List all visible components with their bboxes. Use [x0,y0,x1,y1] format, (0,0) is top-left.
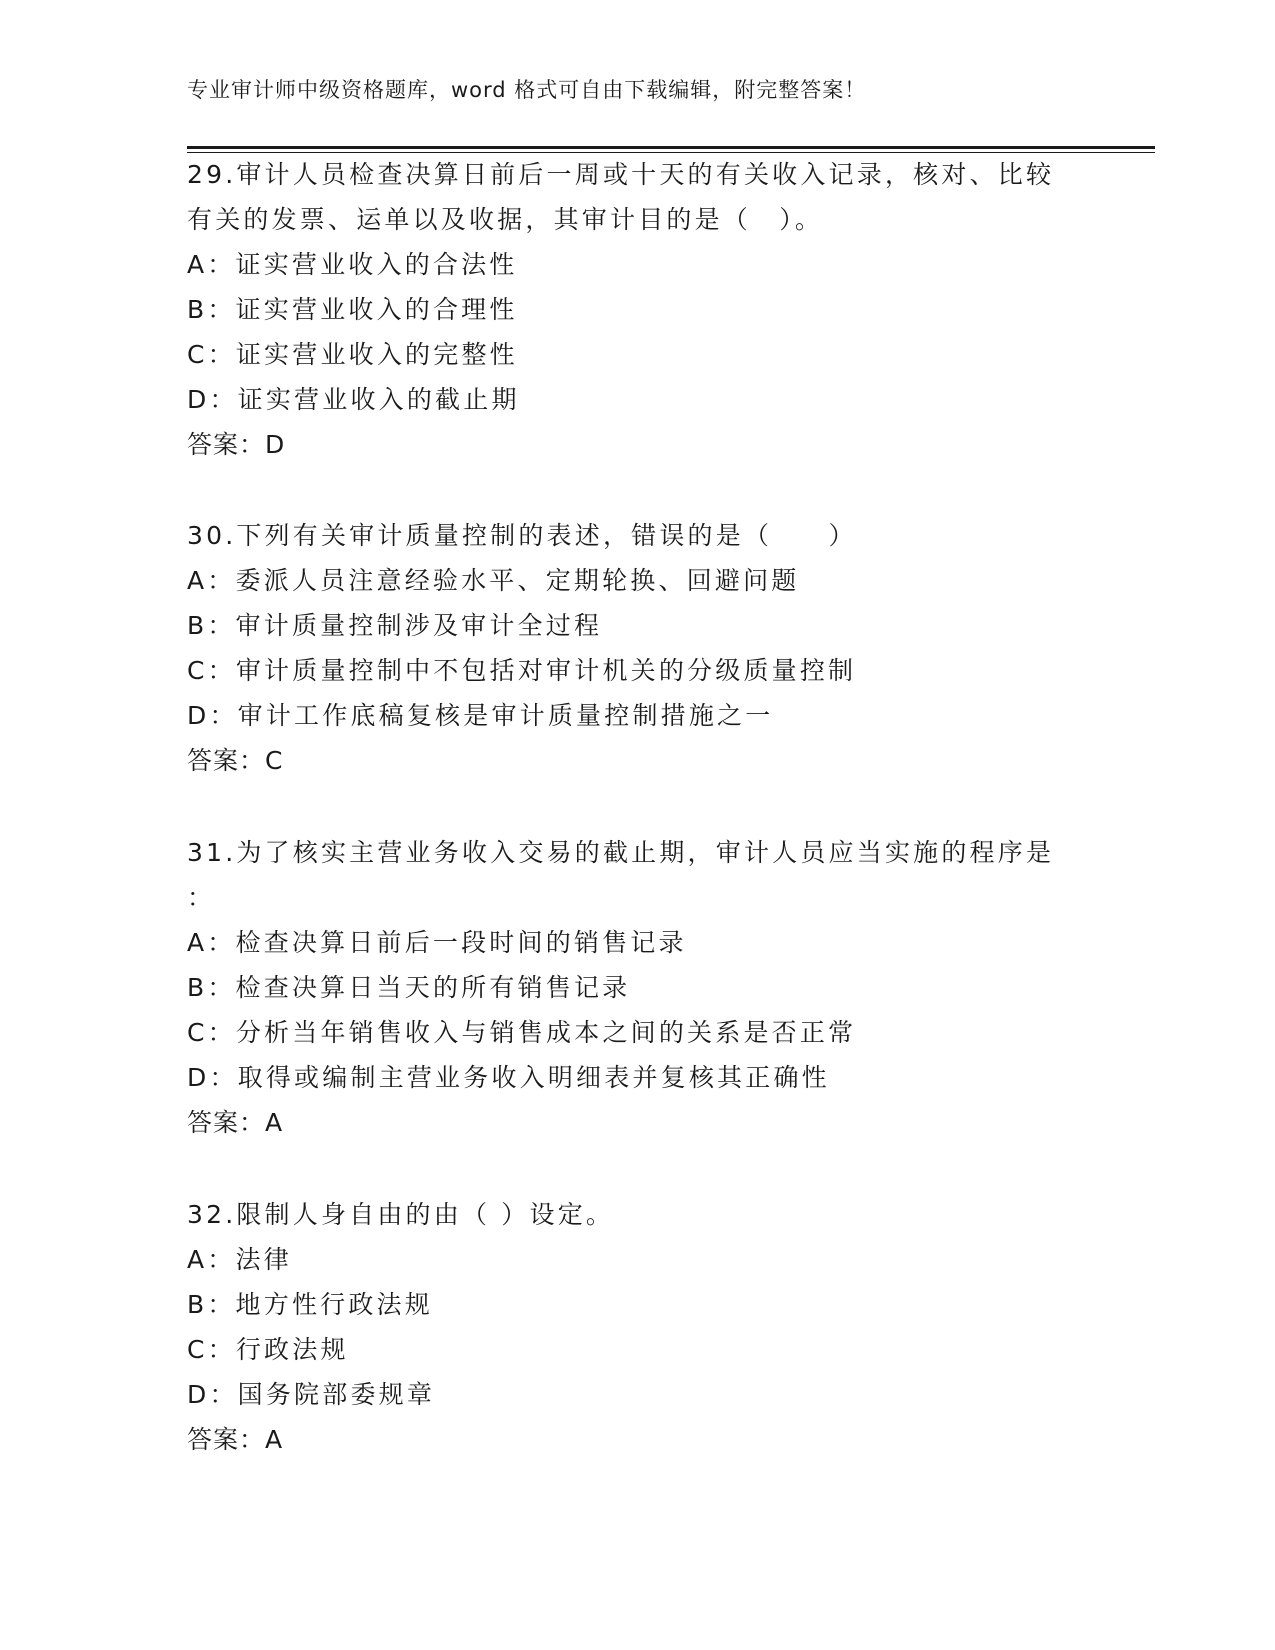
option-b: B：审计质量控制涉及审计全过程 [187,611,603,640]
option-c: C：行政法规 [187,1335,349,1364]
page-header: 专业审计师中级资格题库，word 格式可自由下载编辑，附完整答案！ [187,78,867,102]
option-a: A：检查决算日前后一段时间的销售记录 [187,928,687,957]
question-stem: 29.审计人员检查决算日前后一周或十天的有关收入记录，核对、比较 [187,160,1055,189]
option-d: D：取得或编制主营业务收入明细表并复核其正确性 [187,1063,830,1092]
question-31 [187,830,1087,1145]
answer: 答案：A [187,1425,284,1454]
question-stem: 31.为了核实主营业务收入交易的截止期，审计人员应当实施的程序是 [187,838,1055,867]
option-c: C：证实营业收入的完整性 [187,340,518,369]
option-d: D：国务院部委规章 [187,1380,436,1409]
option-d: D：审计工作底稿复核是审计质量控制措施之一 [187,701,774,730]
option-c: C：分析当年销售收入与销售成本之间的关系是否正常 [187,1018,857,1047]
option-a: A：证实营业收入的合法性 [187,250,518,279]
question-30 [187,513,1087,783]
question-stem: 30.下列有关审计质量控制的表述，错误的是（ ） [187,521,857,550]
option-b: B：证实营业收入的合理性 [187,295,518,324]
option-a: A：委派人员注意经验水平、定期轮换、回避问题 [187,566,800,595]
option-a: A：法律 [187,1245,292,1274]
option-d: D：证实营业收入的截止期 [187,385,520,414]
answer: 答案：A [187,1108,284,1137]
answer: 答案：C [187,746,284,775]
option-b: B：地方性行政法规 [187,1290,433,1319]
question-32 [187,1192,1087,1462]
question-29 [187,152,1087,467]
option-c: C：审计质量控制中不包括对审计机关的分级质量控制 [187,656,857,685]
answer: 答案：D [187,430,286,459]
question-stem: 有关的发票、运单以及收据，其审计目的是（ ）。 [187,205,824,234]
option-b: B：检查决算日当天的所有销售记录 [187,973,631,1002]
question-stem: 32.限制人身自由的由（ ）设定。 [187,1200,615,1229]
question-stem: ： [187,883,216,912]
